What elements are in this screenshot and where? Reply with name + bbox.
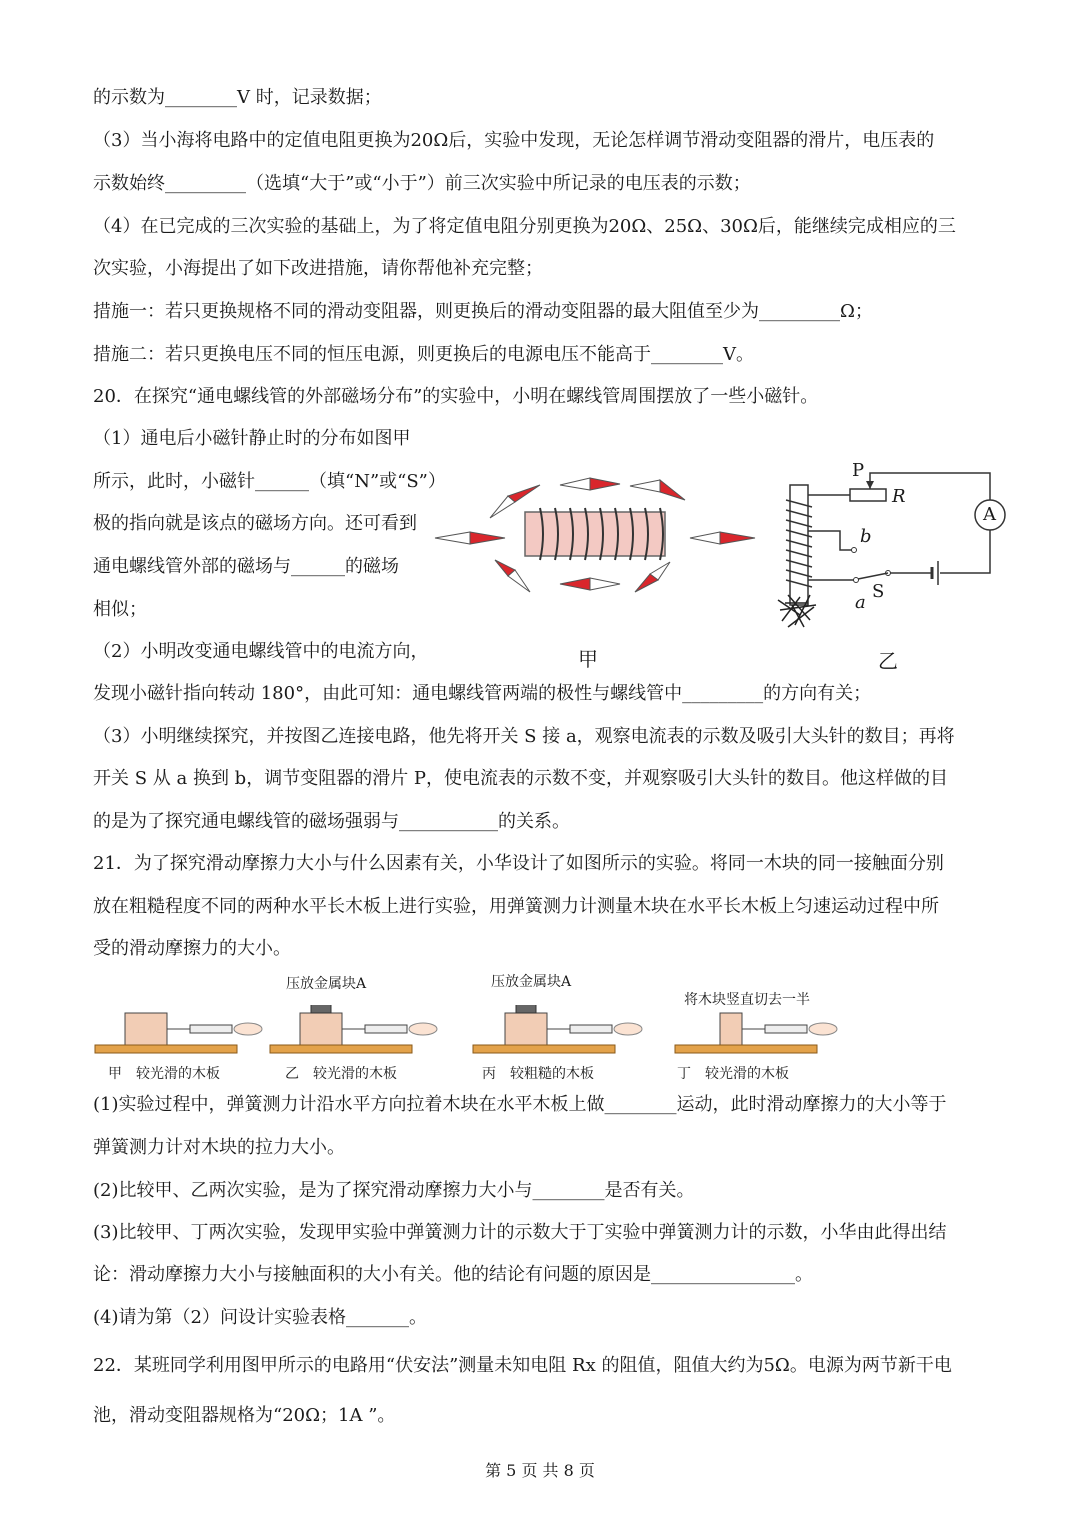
page-footer: 第 5 页 共 8 页 — [485, 1461, 595, 1480]
compass-needle-top-mid — [560, 478, 620, 490]
text-line-12: 通电螺线管外部的磁场与______的磁场 — [93, 556, 399, 577]
text-line-2: （3）当小海将电路中的定值电阻更换为20Ω后，实验中发现，无论怎样调节滑动变阻器的滑片，电压表的 — [93, 130, 935, 151]
wire-slider — [870, 473, 990, 500]
text-line-18: 的是为了探究通电螺线管的磁场强弱与___________的关系。 — [93, 811, 570, 832]
text-line-3: 示数始终_________（选填“大于”或“小于”）前三次实验中所记录的电压表的示数； — [93, 173, 751, 194]
rheostat-R — [850, 489, 886, 501]
text-line-23: 弹簧测力计对木块的拉力大小。 — [93, 1137, 345, 1158]
label-R: R — [892, 486, 906, 507]
question-20-stem: 20．在探究“通电螺线管的外部磁场分布”的实验中，小明在螺线管周围摆放了一些小磁针。 — [93, 386, 819, 407]
wire-b — [808, 531, 852, 550]
text-line-7: 措施二：若只更换电压不同的恒压电源，则更换后的电源电压不能高于________V。 — [93, 344, 754, 365]
label-a: a — [855, 592, 866, 613]
text-line-10: 所示，此时，小磁针______（填“N”或“S”） — [93, 471, 446, 492]
text-line-27: (4)请为第（2）问设计实验表格_______。 — [93, 1307, 427, 1328]
text-line-5: 次实验，小海提出了如下改进措施，请你帮他补充完整； — [93, 258, 543, 279]
compass-needle-bottom-mid — [560, 578, 620, 590]
panel-jia — [95, 1013, 262, 1053]
text-line-9: （1）通电后小磁针静止时的分布如图甲 — [93, 428, 411, 449]
question-21-stem: 21．为了探究滑动摩擦力大小与什么因素有关，小华设计了如图所示的实验。将同一木块的同一接触面分别 — [93, 853, 944, 874]
label-P: P — [852, 460, 865, 481]
text-line-20: 放在粗糙程度不同的两种水平长木板上进行实验，用弹簧测力计测量木块在水平长木板上匀速运动过程中所 — [93, 896, 939, 917]
panel-ding-caption: 丁 较光滑的木板 — [677, 1066, 789, 1082]
switch-S — [858, 573, 888, 579]
text-line-21: 受的滑动摩擦力的大小。 — [93, 938, 291, 959]
panel-yi-caption: 乙 较光滑的木板 — [285, 1066, 397, 1082]
solenoid-compass-figure — [430, 460, 770, 600]
panel-bing-caption: 丙 较粗糙的木板 — [482, 1066, 594, 1082]
slider-arrow — [866, 481, 874, 489]
text-line-15: 发现小磁针指向转动 180°，由此可知：通电螺线管两端的极性与螺线管中_________的方向有关； — [93, 683, 872, 704]
label-b: b — [860, 526, 872, 547]
compass-needle-bottom-left — [495, 560, 530, 592]
wire-right — [940, 530, 990, 573]
text-line-11: 极的指向就是该点的磁场方向。还可看到 — [93, 513, 417, 534]
figure-caption-jia: 甲 — [578, 647, 598, 671]
text-line-25: (3)比较甲、丁两次实验，发现甲实验中弹簧测力计的示数大于丁实验中弹簧测力计的示数，小华由此得出结 — [93, 1222, 947, 1243]
figure-caption-yi: 乙 — [878, 649, 898, 673]
text-line-29: 池，滑动变阻器规格为“20Ω；1A ”。 — [93, 1405, 396, 1426]
solenoid-body — [525, 512, 665, 556]
compass-needle-top-right — [630, 480, 685, 500]
text-line-22: (1)实验过程中，弹簧测力计沿水平方向拉着木块在水平木板上做________运动，此时滑动摩擦力的大小等于 — [93, 1094, 947, 1115]
compass-needle-right — [690, 532, 755, 544]
text-line-26: 论：滑动摩擦力大小与接触面积的大小有关。他的结论有问题的原因是________________。 — [93, 1264, 813, 1285]
label-S: S — [872, 581, 885, 602]
pins-cluster — [778, 595, 816, 627]
compass-needle-bottom-right — [635, 562, 670, 592]
question-22-stem: 22．某班同学利用图甲所示的电路用“伏安法”测量未知电阻 Rx 的阻值，阻值大约为5Ω。电源为两节新干电 — [93, 1355, 952, 1376]
label-A: A — [983, 504, 996, 525]
electromagnet-circuit-figure — [770, 455, 1030, 635]
text-line-17: 开关 S 从 a 换到 b，调节变阻器的滑片 P，使电流表的示数不变，并观察吸引大头针的数目。他这样做的目 — [93, 768, 949, 789]
text-line-24: (2)比较甲、乙两次实验，是为了探究滑动摩擦力大小与________是否有关。 — [93, 1180, 695, 1201]
panel-bing-top-label: 压放金属块A — [491, 974, 572, 990]
friction-experiment-figure — [90, 1005, 850, 1060]
compass-needle-left — [435, 532, 505, 544]
text-line-14: （2）小明改变通电螺线管中的电流方向， — [93, 641, 429, 662]
panel-yi-top-label: 压放金属块A — [286, 976, 367, 992]
panel-bing — [473, 1005, 642, 1053]
text-line-16: （3）小明继续探究，并按图乙连接电路，他先将开关 S 接 a，观察电流表的示数及吸引大头针的数目；再将 — [93, 726, 955, 747]
panel-ding — [675, 1013, 837, 1053]
text-line-1: 的示数为________V 时，记录数据； — [93, 87, 382, 108]
panel-jia-caption: 甲 较光滑的木板 — [108, 1066, 220, 1082]
panel-yi — [270, 1005, 437, 1053]
text-line-4: （4）在已完成的三次实验的基础上，为了将定值电阻分别更换为20Ω、25Ω、30Ω后，能继续完成相应的三 — [93, 216, 956, 237]
text-line-13: 相似； — [93, 599, 147, 620]
panel-ding-top-label: 将木块竖直切去一半 — [684, 992, 810, 1008]
text-line-6: 措施一：若只更换规格不同的滑动变阻器，则更换后的滑动变阻器的最大阻值至少为_________Ω； — [93, 301, 873, 322]
